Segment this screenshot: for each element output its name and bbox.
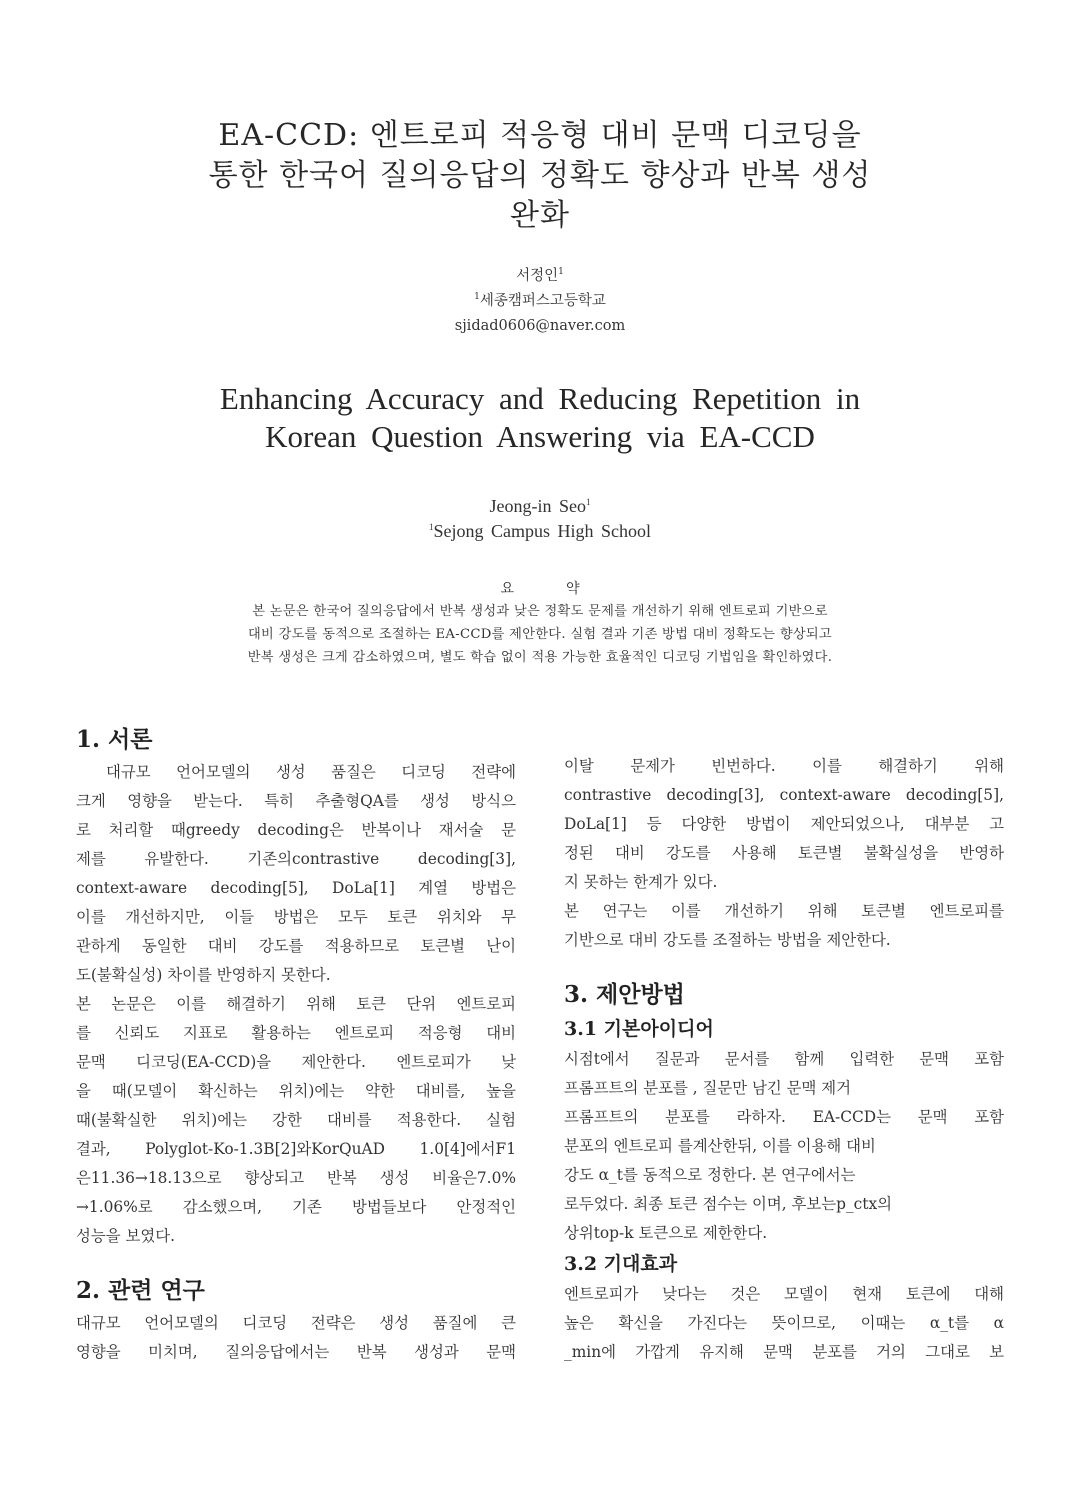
title-korean-line: EA-CCD: 엔트로피 적응형 대비 문맥 디코딩을 bbox=[218, 118, 862, 153]
affiliation-english: Sejong Campus High School bbox=[433, 521, 651, 541]
text-line: 엔트로피가 낮다는 것은 모델이 현재 토큰에 대해 bbox=[564, 1285, 1004, 1303]
text-line: _min에 가깝게 유지해 문맥 분포를 거의 그대로 보 bbox=[564, 1343, 1004, 1361]
text-line: 프롬프트의 분포를 , 질문만 남긴 문맥 제거 bbox=[564, 1079, 851, 1097]
author-email: sjidad0606@naver.com bbox=[454, 318, 626, 334]
abstract-line: 대비 강도를 동적으로 조절하는 EA-CCD를 제안한다. 실험 결과 기존 방법 대비 정확도는 향상되고 bbox=[248, 627, 832, 642]
text-line: 지 못하는 한계가 있다. bbox=[564, 873, 718, 891]
abstract bbox=[130, 600, 950, 669]
basic-idea-body bbox=[564, 1045, 1004, 1248]
text-line: 도(불확실성) 차이를 반영하지 못한다. bbox=[76, 966, 331, 984]
left-column bbox=[76, 722, 516, 1367]
title-korean-line: 통한 한국어 질의응답의 정확도 향상과 반복 생성 bbox=[208, 158, 872, 193]
abstract-line: 반복 생성은 크게 감소하였으며, 별도 학습 없이 적용 가능한 효율적인 디코딩 기법임을 확인하였다. bbox=[247, 650, 833, 665]
text-line: 대규모 언어모델의 생성 품질은 디코딩 전략에 bbox=[106, 763, 516, 781]
text-line: 로 처리할 때greedy decoding은 반복이나 재서술 문 bbox=[76, 821, 516, 839]
section-heading-method: 3. 제안방법 bbox=[564, 981, 685, 1008]
introduction-body bbox=[76, 758, 516, 1251]
text-line: 관하게 동일한 대비 강도를 적용하므로 토큰별 난이 bbox=[76, 937, 516, 955]
text-line: 로두었다. 최종 토큰 점수는 이며, 후보는p_ctx의 bbox=[564, 1195, 893, 1213]
author-block-english bbox=[340, 494, 740, 544]
title-english bbox=[140, 380, 940, 456]
text-line: 분포의 엔트로피 를계산한뒤, 이를 이용해 대비 bbox=[564, 1137, 876, 1155]
text-line: DoLa[1] 등 다양한 방법이 제안되었으나, 대부분 고 bbox=[564, 815, 1004, 833]
text-line: 프롬프트의 분포를 라하자. EA-CCD는 문맥 포함 bbox=[564, 1108, 1004, 1126]
related-work-continued bbox=[564, 752, 1004, 955]
abstract-title: 요약 bbox=[500, 581, 632, 597]
title-korean-line: 완화 bbox=[510, 198, 570, 233]
text-line: 강도 α_t를 동적으로 정한다. 본 연구에서는 bbox=[564, 1166, 856, 1184]
author-block-korean bbox=[340, 264, 740, 339]
text-line: 기반으로 대비 강도를 조절하는 방법을 제안한다. bbox=[564, 931, 891, 949]
text-line: 문맥 디코딩(EA-CCD)을 제안한다. 엔트로피가 낮 bbox=[76, 1053, 516, 1071]
title-korean bbox=[140, 116, 940, 236]
affiliation-korean: 세종캠퍼스고등학교 bbox=[479, 293, 606, 309]
section-heading-related-work: 2. 관련 연구 bbox=[76, 1277, 205, 1304]
text-line: 성능을 보였다. bbox=[76, 1227, 175, 1245]
affiliation-sup: 1 bbox=[428, 522, 434, 532]
text-line: 이를 개선하지만, 이들 방법은 모두 토큰 위치와 무 bbox=[76, 908, 516, 926]
author-name-korean: 서정인 bbox=[516, 268, 559, 284]
text-line: context-aware decoding[5], DoLa[1] 계열 방법은 bbox=[76, 879, 516, 897]
text-line: 본 논문은 이를 해결하기 위해 토큰 단위 엔트로피 bbox=[76, 995, 516, 1013]
subsection-heading-expected-effect: 3.2 기대효과 bbox=[564, 1253, 678, 1275]
text-line: 을 때(모델이 확신하는 위치)에는 약한 대비를, 높을 bbox=[76, 1082, 516, 1100]
expected-effect-body bbox=[564, 1280, 1004, 1367]
text-line: 은11.36→18.13으로 향상되고 반복 생성 비율은7.0% bbox=[76, 1169, 516, 1187]
author-name-english: Jeong-in Seo bbox=[489, 496, 586, 516]
text-line: →1.06%로 감소했으며, 기존 방법들보다 안정적인 bbox=[76, 1198, 516, 1216]
abstract-line: 본 논문은 한국어 질의응답에서 반복 생성과 낮은 정확도 문제를 개선하기 위해 엔트로피 기반으로 bbox=[252, 604, 828, 619]
text-line: 제를 유발한다. 기존의contrastive decoding[3], bbox=[76, 850, 516, 868]
related-work-body bbox=[76, 1309, 516, 1367]
right-column bbox=[564, 752, 1004, 1367]
text-line: 때(불확실한 위치)에는 강한 대비를 적용한다. 실험 bbox=[76, 1111, 516, 1129]
text-line: 크게 영향을 받는다. 특히 추출형QA를 생성 방식으 bbox=[76, 792, 516, 810]
subsection-heading-basic-idea: 3.1 기본아이디어 bbox=[564, 1018, 714, 1040]
author-sup: 1 bbox=[586, 497, 591, 507]
title-english-line: Enhancing Accuracy and Reducing Repetition in bbox=[219, 381, 861, 416]
text-line: 정된 대비 강도를 사용해 토큰별 불확실성을 반영하 bbox=[564, 844, 1004, 862]
text-line: contrastive decoding[3], context-aware decoding[5], bbox=[564, 786, 1004, 804]
author-sup: 1 bbox=[558, 267, 564, 278]
text-line: 이탈 문제가 빈번하다. 이를 해결하기 위해 bbox=[564, 757, 1004, 775]
text-line: 상위top-k 토큰으로 제한한다. bbox=[564, 1224, 768, 1242]
affiliation-sup: 1 bbox=[474, 292, 480, 303]
section-heading-introduction: 1. 서론 bbox=[76, 726, 153, 753]
text-line: 영향을 미치며, 질의응답에서는 반복 생성과 문맥 bbox=[76, 1343, 516, 1361]
text-line: 본 연구는 이를 개선하기 위해 토큰별 엔트로피를 bbox=[564, 902, 1004, 920]
text-line: 결과, Polyglot-Ko-1.3B[2]와KorQuAD 1.0[4]에서F1 bbox=[76, 1140, 516, 1158]
text-line: 높은 확신을 가진다는 뜻이므로, 이때는 α_t를 α bbox=[564, 1314, 1004, 1332]
title-english-line: Korean Question Answering via EA-CCD bbox=[265, 419, 815, 454]
text-line: 를 신뢰도 지표로 활용하는 엔트로피 적응형 대비 bbox=[76, 1024, 516, 1042]
text-line: 대규모 언어모델의 디코딩 전략은 생성 품질에 큰 bbox=[76, 1314, 516, 1332]
text-line: 시점t에서 질문과 문서를 함께 입력한 문맥 포함 bbox=[564, 1050, 1004, 1068]
